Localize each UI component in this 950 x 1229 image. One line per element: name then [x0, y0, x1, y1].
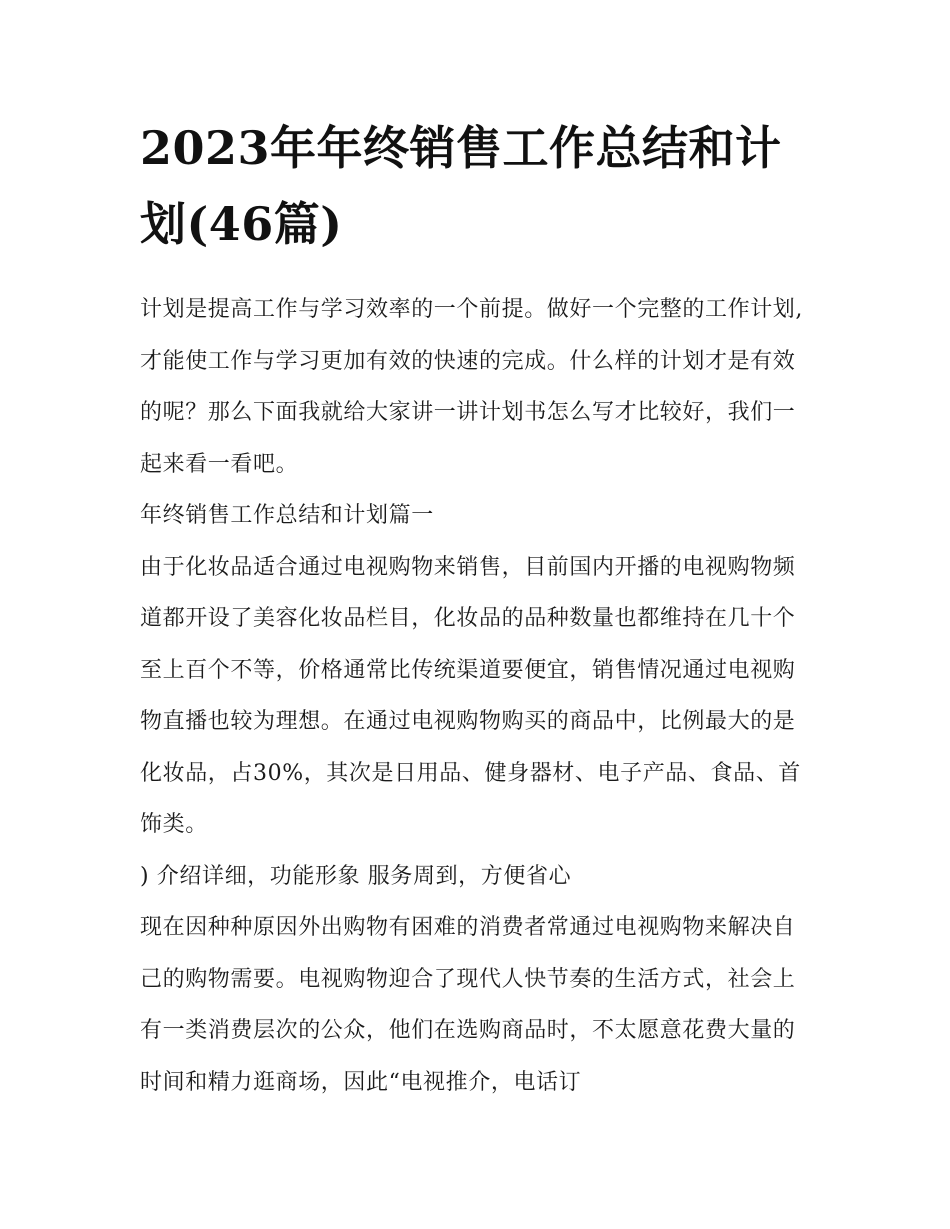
body-paragraph: 由于化妆品适合通过电视购物来销售，目前国内开播的电视购物频道都开设了美容化妆品栏目，化妆品的品种数量也都维持在几十个至上百个不等，价格通常比传统渠道要便宜，销售情况通过电视购物直播也较为理想。在通过电视购物购买的商品中，比例最大的是化妆品，占30%，其次是日用品、健身器材、电子产品、食品、首饰类。 [140, 554, 801, 837]
intro-paragraph: 计划是提高工作与学习效率的一个前提。做好一个完整的工作计划,才能使工作与学习更加有效的快速的完成。什么样的计划才是有效的呢？那么下面我就给大家讲一讲计划书怎么写才比较好，我们一起来看一看吧。 [140, 297, 803, 477]
document-body [140, 110, 812, 1108]
section-heading: 年终销售工作总结和计划篇一 [140, 503, 434, 528]
document-title: 2023年年终销售工作总结和计划(46篇) [140, 121, 782, 251]
subheading-line: ) 介绍详细，功能形象 服务周到，方便省心 [140, 863, 572, 889]
body-paragraph: 现在因种种原因外出购物有困难的消费者常通过电视购物来解决自己的购物需要。电视购物迎合了现代人快节奏的生活方式，社会上有一类消费层次的公众，他们在选购商品时，不太愿意花费大量的时间和精力逛商场，因此“电视推介，电话订 [140, 915, 796, 1095]
